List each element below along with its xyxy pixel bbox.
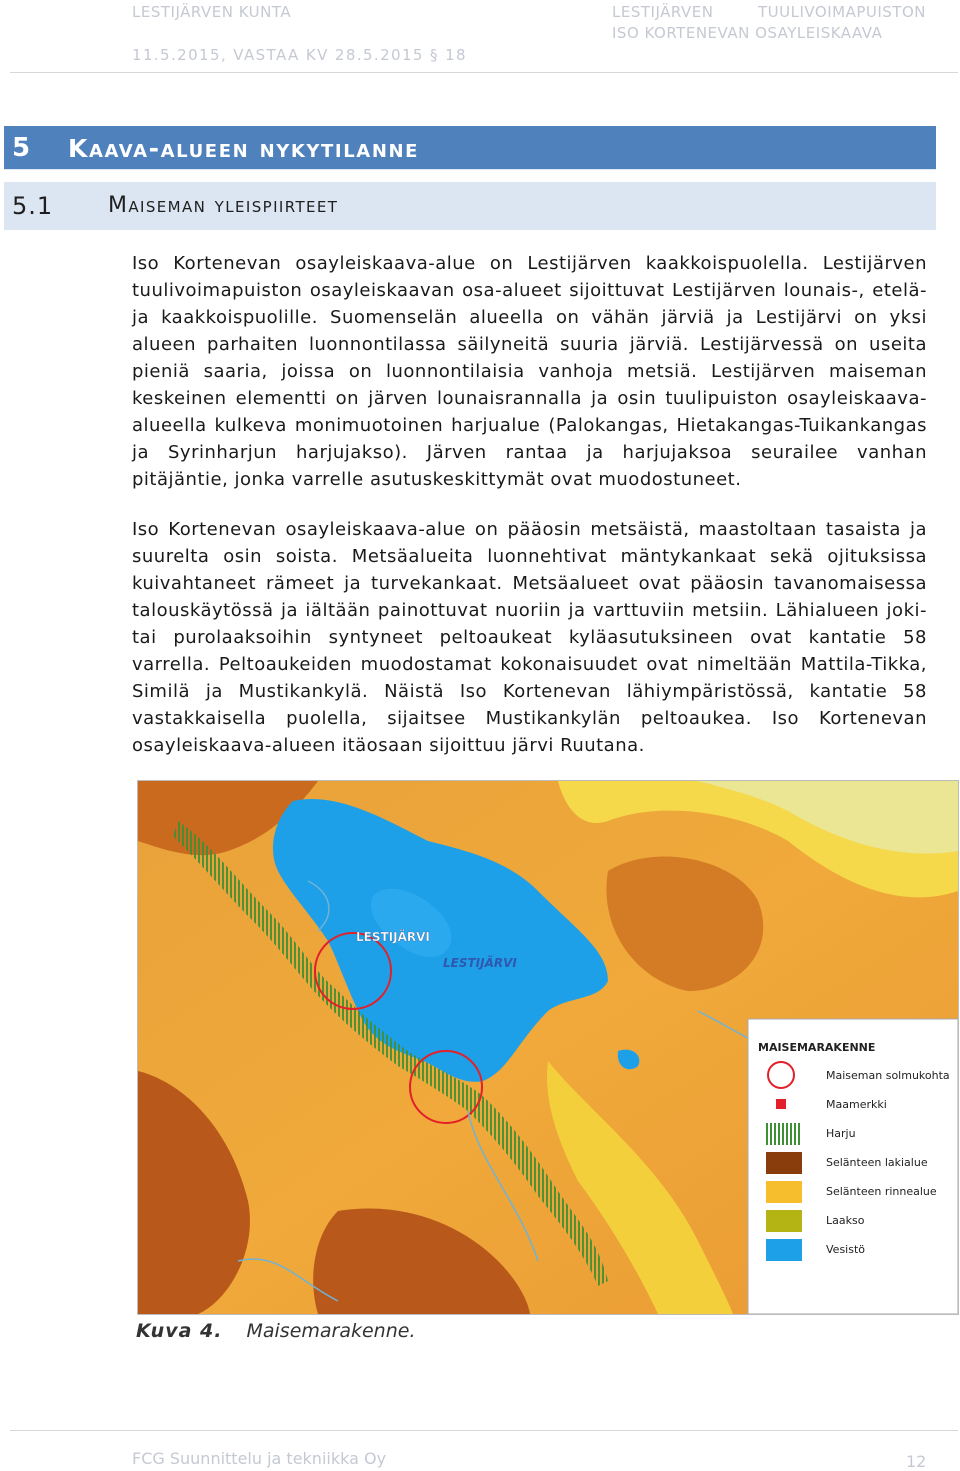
- body-paragraph-1: Iso Kortenevan osayleiskaava-alue on Lestijärven kaakkoispuolella. Lestijärven tuulivoimapuiston osayleiskaavan osa-alueet sijoittuvat Lestijärven lounais-, etelä- ja kaakkoispuolille. Suomenselän alueella on vähän järviä ja Lestijärvi on yksi alueen parhaiten luonnontilassa säilyneitä suuria järviä. Lestijärvessä on useita pieniä saaria, joissa on luonnontilaisia vanhoja metsiä. Lestijärven maiseman keskeinen elementti on järven lounaisrannalla ja osin tuulipuiston osayleiskaava-alueella kulkeva monimuotoinen harjualue (Palokangas, Hietakangas-Tuikankangas ja Syrinharjun harjujakso). Järven rantaa ja harjujaksoa seurailee vanhan pitäjäntie, jonka varrelle asutuskeskittymät ovat muodostuneet.: [132, 253, 927, 490]
- legend-swatch-2: [766, 1123, 800, 1145]
- header-project-2: TUULIVOIMAPUISTON: [758, 3, 926, 21]
- footer-company: FCG Suunnittelu ja tekniikka Oy: [132, 1449, 387, 1468]
- footer-divider: [10, 1430, 958, 1431]
- landscape-structure-map: [137, 780, 959, 1315]
- legend-label-5: Laakso: [826, 1214, 865, 1227]
- header-municipality: LESTIJÄRVEN KUNTA: [132, 3, 292, 21]
- figure-caption: [136, 1320, 416, 1342]
- subsection-number: 5.1: [12, 192, 54, 220]
- legend-label-6: Vesistö: [826, 1243, 865, 1256]
- legend-label-1: Maamerkki: [826, 1098, 887, 1111]
- legend-swatch-6: [766, 1239, 802, 1261]
- map-legend: [748, 1019, 958, 1314]
- map-label-village: LESTIJÄRVI: [356, 930, 430, 944]
- header-project-1: LESTIJÄRVEN: [612, 3, 714, 21]
- legend-label-2: Harju: [826, 1127, 856, 1140]
- map-label-lake: LESTIJÄRVI: [443, 956, 517, 970]
- legend-swatch-5: [766, 1210, 802, 1232]
- legend-swatch-3: [766, 1152, 802, 1174]
- legend-swatch-4: [766, 1181, 802, 1203]
- header-date: 11.5.2015, VASTAA KV 28.5.2015 § 18: [132, 46, 467, 64]
- header-divider: [10, 72, 958, 73]
- legend-swatch-1: [776, 1099, 786, 1109]
- section-number: 5: [12, 133, 31, 163]
- legend-label-3: Selänteen lakialue: [826, 1156, 928, 1169]
- subsection-title: Maiseman yleispiirteet: [108, 193, 339, 218]
- figure-caption-text: Maisemarakenne.: [246, 1320, 416, 1342]
- body-paragraph-2: Iso Kortenevan osayleiskaava-alue on pääosin metsäistä, maastoltaan tasaista ja suurelta osin soista. Metsäalueita luonnehtivat mäntykankaat sekä ojituksissa kuivahtaneet rämeet ja turvekankaat. Metsäalueet ovat pääosin tavanomaisessa talouskäytössä ja iältään painottuvat nuoriin ja varttuviin metsiin. Lähialueen joki- tai purolaaksoihin syntyneet peltoaukeat kyläasutuksineen ovat kantatie 58 varrella. Peltoaukeiden muodostamat kokonaisuudet ovat nimeltään Mattila-Tikka, Similä ja Mustikankylä. Näistä Iso Kortenevan lähiympäristössä, kantatie 58 vastakkaisella puolella, sijaitsee Mustikankylän peltoaukea. Iso Kortenevan osayleiskaava-alueen itäosaan sijoittuu järvi Ruutana.: [132, 519, 927, 756]
- subsection-heading: [4, 182, 936, 230]
- legend-title: MAISEMARAKENNE: [758, 1041, 876, 1054]
- section-heading: [4, 126, 936, 170]
- legend-label-0: Maiseman solmukohta: [826, 1069, 950, 1082]
- figure-number: Kuva 4.: [136, 1320, 223, 1342]
- header-plan-name: ISO KORTENEVAN OSAYLEISKAAVA: [612, 24, 883, 42]
- footer-page-number: 12: [906, 1452, 927, 1471]
- legend-label-4: Selänteen rinnealue: [826, 1185, 937, 1198]
- section-title: Kaava-alueen nykytilanne: [68, 134, 420, 163]
